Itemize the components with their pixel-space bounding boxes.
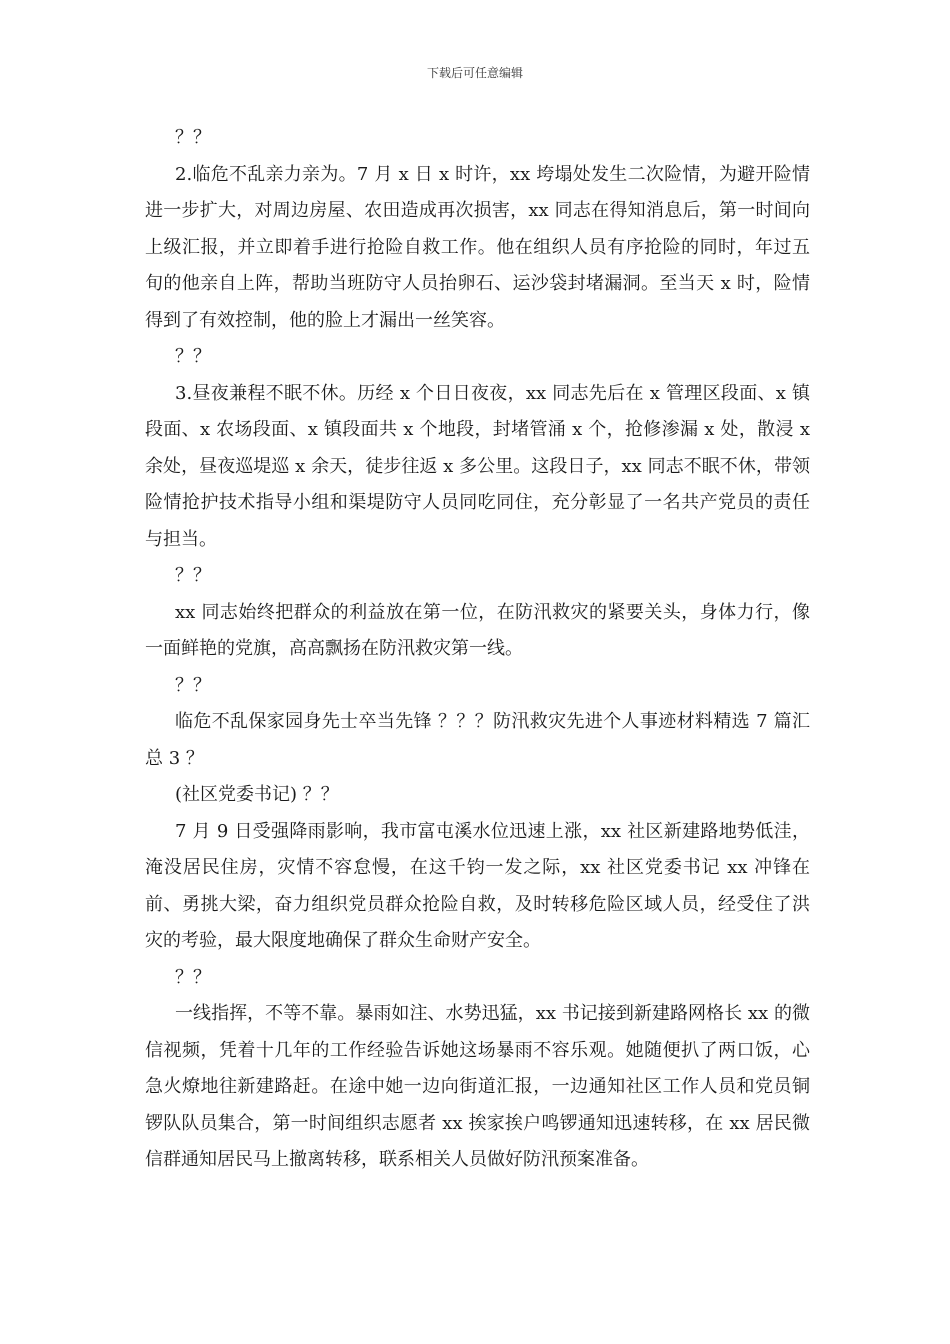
paragraph: ？？ [175, 127, 211, 148]
paragraph: 7 月 9 日受强降雨影响，我市富屯溪水位迅速上涨，xx 社区新建路地势低洼，淹没居民住房，灾情不容怠慢，在这千钧一发之际，xx 社区党委书记 xx 冲锋在前、勇挑大梁，奋力组织党员群众抢险自救，及时转移危险区域人员，经受住了洪灾的考验，最大限度地确保了群众生命财产安全。 [145, 820, 810, 951]
paragraph: 2.临危不乱亲力亲为。7 月 x 日 x 时许，xx 垮塌处发生二次险情，为避开险情进一步扩大，对周边房屋、农田造成再次损害，xx 同志在得知消息后，第一时间向上级汇报，并立即着手进行抢险自救工作。他在组织人员有序抢险的同时，年过五旬的他亲自上阵，帮助当班防守人员抬卵石、运沙袋封堵漏洞。至当天 x 时，险情得到了有效控制，他的脸上才漏出一丝笑容。 [145, 163, 810, 331]
paragraph: ？？ [175, 346, 211, 367]
section-title: 临危不乱保家园身先士卒当先锋 ？？？防汛救灾先进个人事迹材料精选 7 篇汇总 3 ？ [145, 711, 810, 769]
section-subtitle: (社区党委书记) ？？ [175, 784, 339, 805]
paragraph: ？？ [175, 674, 211, 696]
paragraph: xx 同志始终把群众的利益放在第一位，在防汛救灾的紧要关头，身体力行，像一面鲜艳的党旗，高高飘扬在防汛救灾第一线。 [145, 601, 810, 659]
paragraph: 一线指挥，不等不靠。暴雨如注、水势迅猛，xx 书记接到新建路网格长 xx 的微信视频，凭着十几年的工作经验告诉她这场暴雨不容乐观。她随便扒了两口饭，心急火燎地往新建路赶。在途中她一边向街道汇报，一边通知社区工作人员和党员铜锣队队员集合，第一时间组织志愿者 xx 挨家挨户鸣锣通知迅速转移，在 xx 居民微信群通知居民马上撤离转移，联系相关人员做好防汛预案准备。 [145, 1003, 810, 1170]
page-header-note: 下载后可任意编辑 [426, 66, 523, 80]
document-body [145, 120, 810, 1179]
paragraph: ？？ [175, 565, 211, 586]
paragraph: ？？ [175, 966, 211, 988]
paragraph: 3.昼夜兼程不眠不休。历经 x 个日日夜夜，xx 同志先后在 x 管理区段面、x 镇段面、x 农场段面、x 镇段面共 x 个地段，封堵管涌 x 个，抢修渗漏 x 处，散浸 x 余处，昼夜巡堤巡 x 余天，徒步往返 x 多公里。这段日子，xx 同志不眠不休，带领险情抢护技术指导小组和渠堤防守人员同吃同住，充分彰显了一名共产党员的责任与担当。 [145, 382, 810, 550]
